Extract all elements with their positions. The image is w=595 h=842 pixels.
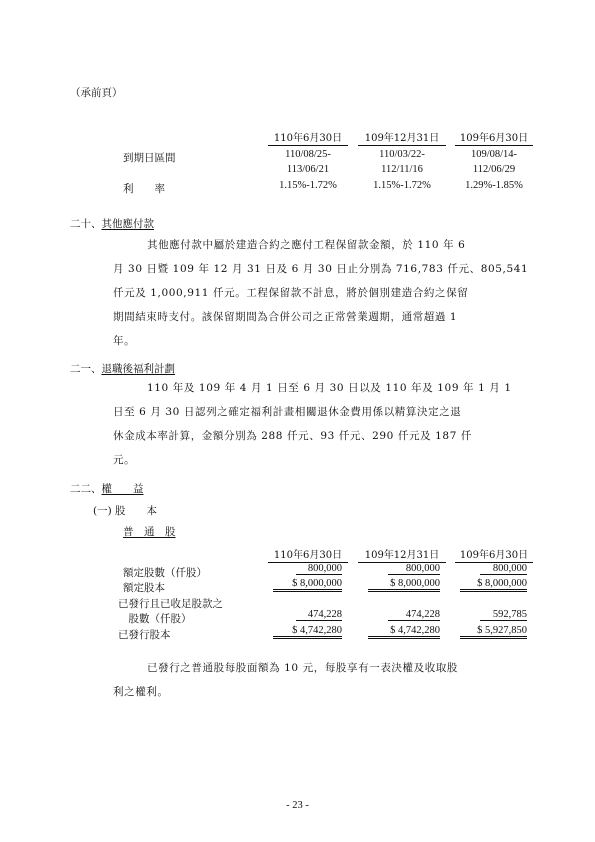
section-21-paragraph — [113, 376, 533, 472]
paragraph-line: 休金成本率計算，金額分別為 288 仟元、93 仟元、290 仟元及 187 仟 — [113, 430, 473, 442]
section-22-heading — [70, 481, 144, 496]
paragraph-line: 元。 — [113, 454, 136, 466]
rate-value-1: 1.15%-1.72% — [279, 180, 337, 191]
page-number: - 23 - — [286, 800, 309, 811]
subsection-share-capital: (一) 股 本 — [93, 505, 158, 517]
equity-header-1: 110年6月30日 — [268, 546, 348, 563]
authorized-shares-1: 800,000 — [296, 563, 342, 575]
rate-row-label-rate: 利 率 — [123, 183, 165, 195]
issued-shares-3: 592,785 — [480, 609, 527, 621]
section-number: 二二、 — [70, 483, 102, 495]
continued-label: （承前頁） — [70, 87, 123, 99]
authorized-capital-3: $ 8,000,000 — [460, 578, 527, 592]
paragraph-line: 仟元及 1,000,911 仟元。工程保留款不計息，將於個別建造合約之保留 — [113, 287, 469, 299]
rate-table-header-2: 109年12月31日 — [358, 129, 446, 146]
maturity-end-1: 113/06/21 — [286, 164, 330, 175]
rate-row-label-maturity: 到期日區間 — [123, 152, 176, 164]
row-label-authorized-shares: 額定股數（仟股） — [123, 567, 207, 579]
issued-capital-2: $ 4,742,280 — [368, 625, 440, 639]
section-title: 其他應付款 — [101, 218, 154, 230]
section-21-heading — [70, 361, 175, 376]
equity-header-2: 109年12月31日 — [358, 546, 446, 563]
paragraph-line: 年。 — [113, 335, 136, 347]
paragraph-line: 利之權利。 — [113, 686, 169, 698]
maturity-start-3: 109/08/14- — [470, 149, 518, 160]
authorized-shares-2: 800,000 — [388, 563, 440, 575]
paragraph-line: 其他應付款中屬於建造合約之應付工程保留款金額，於 110 年 6 — [147, 239, 466, 251]
issued-shares-2: 474,228 — [388, 609, 440, 621]
rate-table-header-3: 109年6月30日 — [455, 129, 533, 146]
paragraph-line: 月 30 日暨 109 年 12 月 31 日及 6 月 30 日止分別為 716,783 仟元、805,541 — [113, 263, 529, 275]
subsection-common-stock: 普 通 股 — [123, 526, 176, 538]
issued-shares-1: 474,228 — [296, 609, 342, 621]
maturity-start-1: 110/08/25- — [285, 149, 331, 160]
paragraph-line: 110 年及 109 年 4 月 1 日至 6 月 30 日以及 110 年及 109 年 1 月 1 — [147, 382, 512, 394]
paragraph-line: 期間結束時支付。該保留期間為合併公司之正常營業週期，通常超過 1 — [113, 311, 458, 323]
section-20-paragraph — [113, 233, 533, 353]
rate-table-header-1: 110年6月30日 — [268, 129, 348, 146]
row-label-authorized-capital: 額定股本 — [123, 582, 165, 594]
maturity-start-2: 110/03/22- — [379, 149, 425, 160]
section-title: 退職後福利計劃 — [101, 363, 175, 375]
section-number: 二十、 — [70, 218, 102, 230]
section-22-paragraph — [113, 656, 533, 704]
maturity-end-3: 112/06/29 — [472, 164, 516, 175]
row-label-issued-shares: 股數（仟股） — [118, 613, 192, 625]
paragraph-line: 日至 6 月 30 日認列之確定福利計畫相關退休金費用係以精算決定之退 — [113, 406, 462, 418]
section-20-heading — [70, 216, 154, 231]
paragraph-line: 已發行之普通股每股面額為 10 元，每股享有一表決權及收取股 — [147, 662, 459, 674]
authorized-capital-1: $ 8,000,000 — [273, 578, 342, 592]
section-number: 二一、 — [70, 363, 102, 375]
authorized-capital-2: $ 8,000,000 — [368, 578, 440, 592]
issued-capital-3: $ 5,927,850 — [460, 625, 527, 639]
row-label-issued-capital: 已發行股本 — [118, 629, 171, 641]
rate-value-2: 1.15%-1.72% — [373, 180, 431, 191]
maturity-end-2: 112/11/16 — [381, 164, 423, 175]
authorized-shares-3: 800,000 — [480, 563, 527, 575]
rate-value-3: 1.29%-1.85% — [465, 180, 523, 191]
equity-header-3: 109年6月30日 — [455, 546, 533, 563]
section-title: 權 益 — [101, 483, 144, 495]
issued-capital-1: $ 4,742,280 — [273, 625, 342, 639]
row-label-issued-paid: 已發行且已收足股款之 — [118, 598, 223, 610]
